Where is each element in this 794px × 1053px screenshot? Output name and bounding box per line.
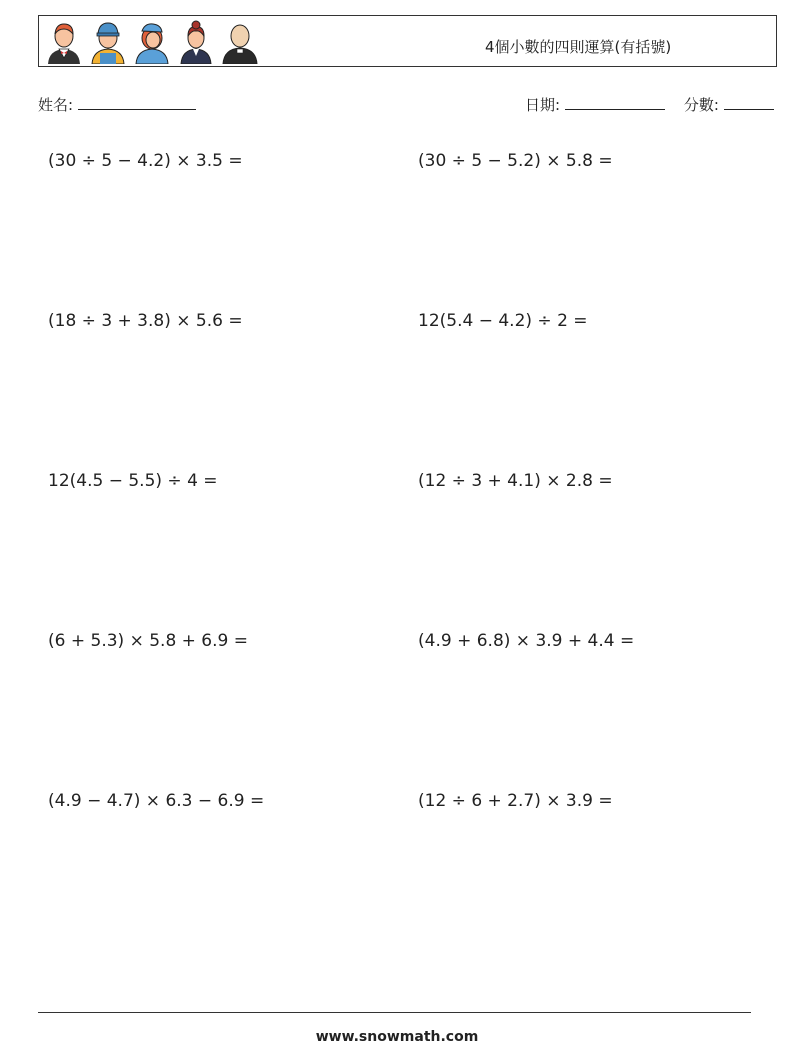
score-blank[interactable]	[724, 95, 774, 110]
footer-divider	[38, 1012, 751, 1013]
priest-avatar-icon	[221, 20, 259, 64]
problem-6: (12 ÷ 3 + 4.1) × 2.8 =	[418, 471, 613, 491]
problem-1: (30 ÷ 5 − 4.2) × 3.5 =	[48, 151, 243, 171]
worker-avatar-icon	[89, 20, 127, 64]
problem-9: (4.9 − 4.7) × 6.3 − 6.9 =	[48, 791, 265, 811]
date-blank[interactable]	[565, 95, 665, 110]
name-blank[interactable]	[78, 95, 196, 110]
problem-4: 12(5.4 − 4.2) ÷ 2 =	[418, 311, 588, 331]
problem-3: (18 ÷ 3 + 3.8) × 5.6 =	[48, 311, 243, 331]
problem-5: 12(4.5 − 5.5) ÷ 4 =	[48, 471, 218, 491]
score-label: 分數:	[683, 96, 719, 114]
date-score-fields	[525, 94, 774, 115]
worksheet-header	[38, 15, 777, 67]
problem-10: (12 ÷ 6 + 2.7) × 3.9 =	[418, 791, 613, 811]
name-field	[38, 94, 196, 115]
problem-8: (4.9 + 6.8) × 3.9 + 4.4 =	[418, 631, 635, 651]
problem-2: (30 ÷ 5 − 5.2) × 5.8 =	[418, 151, 613, 171]
avatar-row	[45, 20, 259, 64]
problem-7: (6 + 5.3) × 5.8 + 6.9 =	[48, 631, 248, 651]
waiter-avatar-icon	[45, 20, 83, 64]
pilot-avatar-icon	[133, 20, 171, 64]
date-label: 日期:	[525, 96, 561, 114]
name-label: 姓名:	[38, 96, 74, 114]
worksheet-title: 4個小數的四則運算(有括號)	[485, 38, 672, 56]
footer-url: www.snowmath.com	[315, 1029, 479, 1045]
businesswoman-avatar-icon	[177, 20, 215, 64]
